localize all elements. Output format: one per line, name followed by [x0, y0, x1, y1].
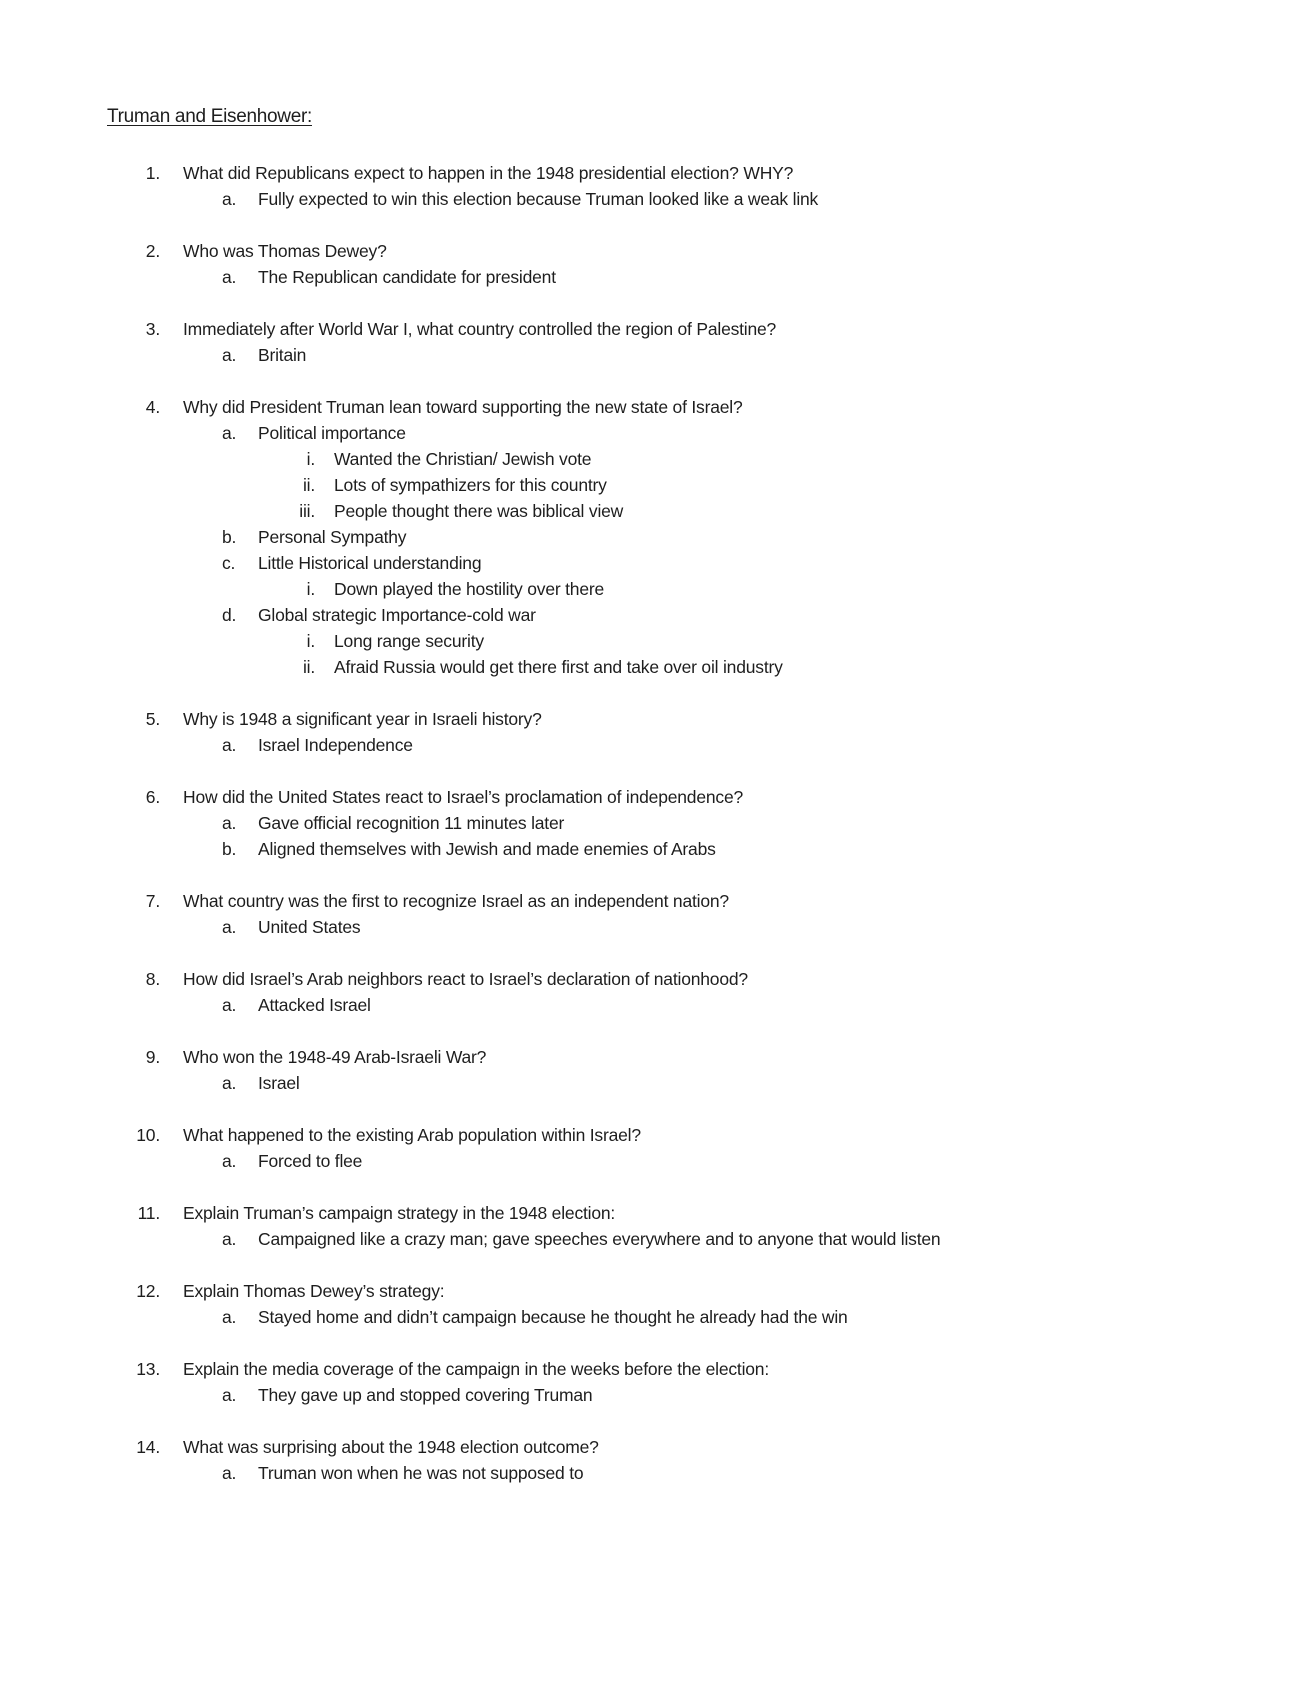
document-title: Truman and Eisenhower: [107, 106, 312, 127]
answer [0, 1226, 1306, 1252]
answer-marker: a. [222, 735, 237, 755]
question-item [0, 160, 1306, 212]
question-item [0, 1044, 1306, 1096]
question-text: Explain the media coverage of the campaign in the weeks before the election: [183, 1359, 770, 1379]
question-text: Why did President Truman lean toward supporting the new state of Israel? [183, 397, 743, 417]
answer-marker: a. [222, 1385, 237, 1405]
question-text: What did Republicans expect to happen in the 1948 presidential election? WHY? [183, 163, 794, 183]
question-item [0, 1122, 1306, 1174]
question-item [0, 1356, 1306, 1408]
sub-answer-marker: i. [306, 449, 315, 469]
question [0, 394, 1306, 420]
question-marker: 7. [145, 891, 160, 911]
question [0, 1122, 1306, 1148]
answer-text: Gave official recognition 11 minutes later [258, 813, 565, 833]
answer-text: They gave up and stopped covering Truman [258, 1385, 593, 1405]
question-marker: 12. [136, 1281, 160, 1301]
question-item [0, 1200, 1306, 1252]
answer-marker: a. [222, 1463, 237, 1483]
question-text: Why is 1948 a significant year in Israeli history? [183, 709, 542, 729]
sub-answer [0, 628, 1306, 654]
question-marker: 14. [136, 1437, 160, 1457]
answer [0, 1382, 1306, 1408]
sub-answer [0, 472, 1306, 498]
sub-answer-text: Wanted the Christian/ Jewish vote [334, 449, 592, 469]
question-item [0, 966, 1306, 1018]
answer-text: Aligned themselves with Jewish and made enemies of Arabs [258, 839, 716, 859]
answer-marker: b. [222, 839, 237, 859]
answer [0, 992, 1306, 1018]
sub-answer-text: Long range security [334, 631, 484, 651]
answer-text: Stayed home and didn’t campaign because he thought he already had the win [258, 1307, 848, 1327]
sub-answer [0, 654, 1306, 680]
answer-marker: a. [222, 1151, 237, 1171]
answer-marker: a. [222, 345, 237, 365]
answer-text: Britain [258, 345, 307, 365]
question-text: Immediately after World War I, what country controlled the region of Palestine? [183, 319, 777, 339]
answer-marker: a. [222, 423, 237, 443]
question [0, 1356, 1306, 1382]
question-list [0, 160, 1306, 1512]
sub-answer-text: People thought there was biblical view [334, 501, 624, 521]
question-item [0, 1278, 1306, 1330]
answer-marker: c. [222, 553, 236, 573]
question-item [0, 1434, 1306, 1486]
answer-text: Global strategic Importance-cold war [258, 605, 536, 625]
question-marker: 3. [145, 319, 160, 339]
answer-marker: d. [222, 605, 237, 625]
answer [0, 836, 1306, 862]
sub-answer-marker: ii. [302, 657, 315, 677]
answer [0, 264, 1306, 290]
sub-answer-marker: i. [306, 631, 315, 651]
sub-answer-text: Lots of sympathizers for this country [334, 475, 607, 495]
answer-text: Attacked Israel [258, 995, 371, 1015]
question [0, 706, 1306, 732]
answer-text: Personal Sympathy [258, 527, 407, 547]
answer-marker: b. [222, 527, 237, 547]
question-text: How did Israel’s Arab neighbors react to Israel’s declaration of nationhood? [183, 969, 748, 989]
question [0, 966, 1306, 992]
answer-text: Forced to flee [258, 1151, 363, 1171]
answer [0, 550, 1306, 576]
question [0, 1278, 1306, 1304]
question-text: How did the United States react to Israel’s proclamation of independence? [183, 787, 744, 807]
answer [0, 186, 1306, 212]
answer-text: Political importance [258, 423, 406, 443]
answer [0, 914, 1306, 940]
question [0, 888, 1306, 914]
question [0, 1044, 1306, 1070]
answer [0, 602, 1306, 628]
question-marker: 13. [136, 1359, 160, 1379]
question [0, 1200, 1306, 1226]
question-item [0, 706, 1306, 758]
answer [0, 1148, 1306, 1174]
answer-text: Israel Independence [258, 735, 413, 755]
question-item [0, 238, 1306, 290]
answer [0, 1460, 1306, 1486]
answer-marker: a. [222, 189, 237, 209]
answer-marker: a. [222, 995, 237, 1015]
sub-answer-text: Down played the hostility over there [334, 579, 605, 599]
answer-text: Truman won when he was not supposed to [258, 1463, 584, 1483]
question-marker: 8. [145, 969, 160, 989]
sub-answer-text: Afraid Russia would get there first and take over oil industry [334, 657, 783, 677]
sub-answer [0, 576, 1306, 602]
answer-marker: a. [222, 1073, 237, 1093]
question-text: What happened to the existing Arab population within Israel? [183, 1125, 641, 1145]
question-marker: 2. [145, 241, 160, 261]
sub-answer [0, 498, 1306, 524]
answer-marker: a. [222, 813, 237, 833]
question-marker: 5. [145, 709, 160, 729]
sub-answer [0, 446, 1306, 472]
answer [0, 810, 1306, 836]
answer-text: Campaigned like a crazy man; gave speeches everywhere and to anyone that would listen [258, 1229, 941, 1249]
question-text: Explain Thomas Dewey’s strategy: [183, 1281, 445, 1301]
answer-marker: a. [222, 917, 237, 937]
question-text: What was surprising about the 1948 election outcome? [183, 1437, 599, 1457]
question-item [0, 888, 1306, 940]
question-item [0, 316, 1306, 368]
question [0, 238, 1306, 264]
answer-text: Fully expected to win this election because Truman looked like a weak link [258, 189, 819, 209]
question-marker: 9. [145, 1047, 160, 1067]
sub-answer-marker: iii. [299, 501, 315, 521]
answer-marker: a. [222, 1229, 237, 1249]
question-text: Who was Thomas Dewey? [183, 241, 387, 261]
answer [0, 342, 1306, 368]
answer [0, 420, 1306, 446]
question [0, 784, 1306, 810]
answer [0, 1304, 1306, 1330]
answer [0, 732, 1306, 758]
answer [0, 1070, 1306, 1096]
answer-marker: a. [222, 1307, 237, 1327]
question [0, 316, 1306, 342]
question-marker: 10. [136, 1125, 160, 1145]
answer-text: Israel [258, 1073, 300, 1093]
question [0, 1434, 1306, 1460]
question-marker: 4. [145, 397, 160, 417]
question-marker: 11. [137, 1203, 160, 1223]
answer-text: Little Historical understanding [258, 553, 482, 573]
sub-answer-marker: ii. [302, 475, 315, 495]
answer [0, 524, 1306, 550]
answer-text: United States [258, 917, 361, 937]
answer-marker: a. [222, 267, 237, 287]
question-text: Explain Truman’s campaign strategy in the 1948 election: [183, 1203, 616, 1223]
question-item [0, 394, 1306, 680]
question-text: Who won the 1948-49 Arab-Israeli War? [183, 1047, 487, 1067]
question-marker: 1. [145, 163, 160, 183]
question-marker: 6. [145, 787, 160, 807]
question [0, 160, 1306, 186]
answer-text: The Republican candidate for president [258, 267, 556, 287]
question-item [0, 784, 1306, 862]
question-text: What country was the first to recognize Israel as an independent nation? [183, 891, 729, 911]
sub-answer-marker: i. [306, 579, 315, 599]
